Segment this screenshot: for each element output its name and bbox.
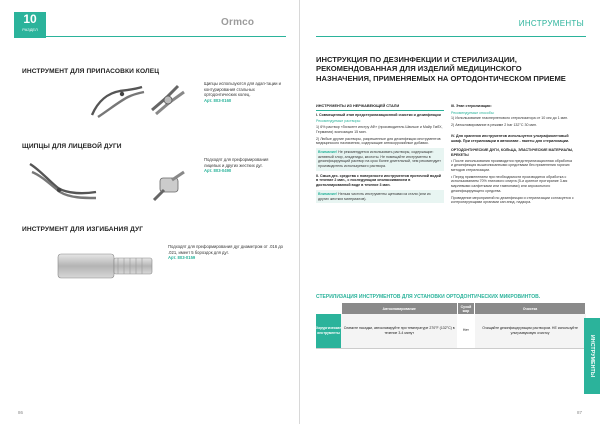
sterilization-table: [316, 303, 586, 349]
facebow-pliers-description: Подходят для преформирования лицевых и других жестких дуг. Арт. 803-0490: [204, 157, 284, 174]
header-rule: [46, 36, 286, 37]
materials-paragraph-1: • После использования производится предстерилизационная обработка и дезинфекция вышеописанными средствами без применения горячих методов стерилизации.: [451, 158, 573, 173]
cell-cleaning: Очищайте дезинфицирующим раствором. НЕ используйте ультразвуковую очистку: [475, 314, 586, 348]
warning-label: Внимание!: [318, 191, 338, 196]
warning-label: Внимание!: [318, 149, 338, 154]
methods-label: Рекомендуемые способы:: [451, 110, 495, 115]
cell-dry-heat: Нет: [457, 314, 474, 348]
facebow-pliers-article: Арт. 803-0490: [204, 168, 232, 174]
band-pliers-closeup-image: [148, 80, 188, 116]
section-title-facebow-pliers: ЩИПЦЫ ДЛЯ ЛИЦЕВОЙ ДУГИ: [22, 143, 122, 150]
column-heading: ИНСТРУМЕНТЫ ИЗ НЕРЖАВЕЮЩЕЙ СТАЛИ: [316, 104, 444, 111]
table-header-row: [316, 303, 586, 314]
band-pliers-image: [84, 79, 146, 121]
step-4: IV. Для хранения инструментов используется ультрафиолетовый шкаф. При стерилизации в автоклаве - пакеты для стерилизации.: [451, 133, 570, 143]
page-number-right: 87: [576, 410, 582, 415]
arch-bending-tool-description: Подходят для преформирования дуг диаметром от .016 до .021, имеет 5 бороздок для дуг. Арт. 803-0159: [168, 244, 284, 261]
solution-item-1: 1) 6% раствор «Гигасепт инстру АФ» (производитель Шюльке и Майр ГмбХ, Германия) экспозиция 15 мин.: [316, 125, 443, 134]
materials-paragraph-2: • Перед применением при необходимости производится обработка с использованием 70% этилового спирта (5-и кратное протирание 3-мя марлевыми салфетками или тампонами) или аэрозольного дезинфицирующего средства.: [451, 174, 568, 193]
table-row: [316, 314, 586, 348]
side-tab-label: ИНСТРУМЕНТЫ: [589, 334, 595, 378]
instructions-column-left: [316, 104, 444, 206]
section-title-arch-bending-tool: ИНСТРУМЕНТ ДЛЯ ИЗГИБАНИЯ ДУГ: [22, 226, 144, 233]
table-header-cleaning: Очистка: [475, 303, 586, 314]
ormco-logo: Ormco: [221, 17, 255, 28]
side-tab-instruments: [584, 318, 600, 394]
section-title-band-pliers: ИНСТРУМЕНТ ДЛЯ ПРИПАСОВКИ КОЛЕЦ: [22, 68, 160, 75]
right-header: [300, 12, 600, 38]
facebow-pliers-closeup-image: [150, 170, 188, 204]
facebow-pliers-image: [26, 158, 98, 202]
solution-item-2: 2) Любые другие растворы, разрешенные для дезинфекции инструментов медицинского назначения, содержащие антикоррозийные добавки.: [316, 136, 441, 146]
warning-note-1: Внимание! Не рекомендуется использовать растворы, содержащие: активный хлор, альдегиды, кислоты. Не помещайте инструменты в дезинфицирующий раствор на срок более длительный, чем рекомендует производитель используемого раствора.: [316, 148, 444, 171]
sterilization-table-title: СТЕРИЛИЗАЦИЯ ИНСТРУМЕНТОВ ДЛЯ УСТАНОВКИ ОРТОДОНТИЧЕСКИХ МИКРОВИНТОВ.: [316, 294, 541, 300]
section-label: РАЗДЕЛ: [22, 27, 38, 32]
band-pliers-description: Щипцы используются для адап-тации и контурирования стальных ортодонтических колец. Арт. 803-0160: [204, 81, 284, 103]
warning-note-2: Внимание! Нельзя чистить инструменты щетками из стали (или из других жестких материалов).: [316, 190, 444, 203]
solutions-label: Рекомендуемые растворы:: [316, 119, 362, 124]
band-pliers-article: Арт. 803-0160: [204, 97, 232, 103]
instructions-column-right: [451, 104, 575, 207]
method-item-1: 1) Использование гласперленового стерилизатора от 10 сек до 1 мин.: [451, 116, 569, 121]
step-3: III. Этап стерилизации:: [451, 104, 492, 108]
right-page: [300, 0, 600, 424]
header-rule-right: [316, 36, 586, 37]
section-number: 10: [23, 12, 37, 26]
page-number-left: 86: [18, 410, 24, 415]
table-header-autoclave: Автоклавирование: [341, 303, 457, 314]
materials-paragraph-3: Проведение мероприятий по дезинфекции и стерилизации согласуется с контролирующими органами сан.эпид. надзора.: [451, 195, 574, 205]
orthodontic-materials-heading: ОРТОДОНТИЧЕСКИЕ ДУГИ, КОЛЬЦА, ЭЛАСТИЧЕСКИЕ МАТЕРИАЛЫ, БРЕКЕТЫ: [451, 148, 574, 157]
step-2: II. Смыв дез. средства с поверхности инструментов проточной водой в течение 2 мин., с последующим ополаскиванием в дистиллированной воде в течение 3 мин.: [316, 173, 442, 188]
row-label-surgical-instruments: Хирургические инструменты: [316, 314, 341, 348]
header-title: ИНСТРУМЕНТЫ: [518, 19, 584, 28]
table-header-dry-heat: Сухой жар: [457, 303, 474, 314]
section-badge: [14, 12, 46, 38]
arch-bending-tool-article: Арт. 803-0159: [168, 255, 196, 261]
arch-bending-tool-image: [56, 244, 156, 288]
method-item-2: 2) Автоклавирование в режиме 2 bar 132°С 30 мин.: [451, 123, 537, 128]
table-corner: [316, 303, 341, 314]
cell-autoclave: Снимите насадки, автоклавируйте при температуре 270°F (132°C) в течение 3-4 минут: [341, 314, 457, 348]
page-title: ИНСТРУКЦИЯ ПО ДЕЗИНФЕКЦИИ И СТЕРИЛИЗАЦИИ, РЕКОМЕНДОВАННАЯ ДЛЯ ИЗДЕЛИЙ МЕДИЦИНСКОГО НАЗНАЧЕНИЯ, ПРИМЕНЯЕМЫХ НА ОРТОДОНТИЧЕСКОМ ПРИЕМЕ: [316, 55, 566, 83]
step-1: I. Совмещенный этап предстерилизационной очистки и дезинфекции: [316, 112, 441, 117]
